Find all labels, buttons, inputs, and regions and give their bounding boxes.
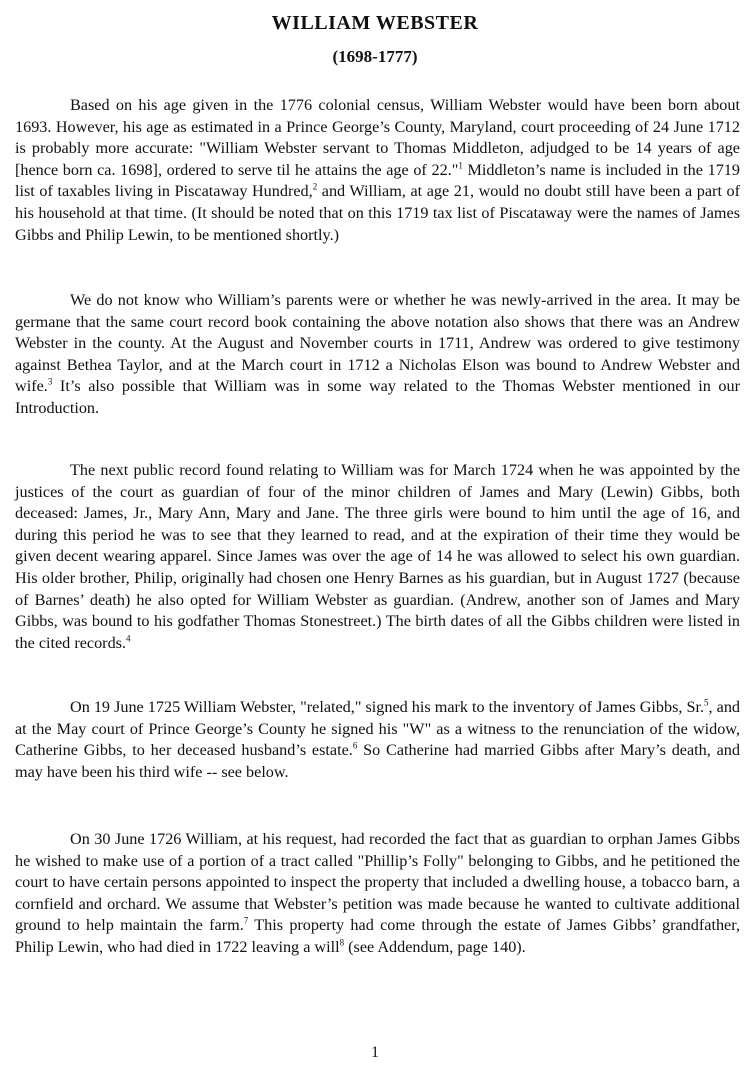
paragraph-text: Based on his age given in the 1776 colonial census, William Webster would have been born about 1693. However, his age as estimated in a Prince George’s County, Maryland, court proceeding of 24 June 1712 is probably more accurate: "William Webster servant to Thomas Middleton, adjudged to be 14 years of age [hence born ca. 1698], ordered to serve til he attains the age of 22." [15,96,740,179]
footnote-marker: 1 [458,160,463,171]
page-subtitle-dates: (1698-1777) [332,47,418,66]
paragraph-text: , and at the May court of Prince George’s County he signed his "W" as a witness to the renunciation of the widow, Catherine Gibbs, to her deceased husband’s estate. [15,698,741,760]
footnote-marker: 2 [312,181,318,192]
footnote-marker: 5 [704,697,709,708]
footnote-marker: 4 [126,633,131,644]
footnote-marker: 7 [243,915,249,926]
paragraph-text: It’s also possible that William was in some way related to the Thomas Webster mentioned in our Introduction. [15,377,740,417]
footnote-marker: 6 [352,740,358,751]
paragraph-2 [15,290,740,420]
paragraph-text: On 19 June 1725 William Webster, "related," signed his mark to the inventory of James Gibbs, Sr. [70,698,705,716]
paragraph-text: This property had come through the estate of James Gibbs’ grandfather, Philip Lewin, who had died in 1722 leaving a will [15,916,741,956]
paragraph-text: So Catherine had married Gibbs after Mary’s death, and may have been his third wife -- see below. [15,741,740,781]
footnote-marker: 3 [47,376,53,387]
paragraph-3 [15,460,740,654]
paragraph-text: We do not know who William’s parents were or whether he was newly-arrived in the area. It may be germane that the same court record book containing the above notation also shows that there was an Andrew Webster in the county. At the August and November courts in 1711, Andrew was ordered to give testimony against Bethea Taylor, and at the March court in 1712 a Nicholas Elson was bound to Andrew Webster and wife. [15,291,740,396]
paragraph-4 [15,697,740,783]
paragraph-1 [15,95,740,246]
paragraph-5 [15,829,740,959]
page-number: 1 [371,1044,379,1061]
paragraph-text: (see Addendum, page 140). [344,937,526,956]
page-title: WILLIAM WEBSTER [271,12,479,34]
paragraph-text: The next public record found relating to William was for March 1724 when he was appointed by the justices of the court as guardian of four of the minor children of James and Mary (Lewin) Gibbs, both deceased: James, Jr., Mary Ann, Mary and Jane. The three girls were bound to him until the age of 16, and during this period he was to see that they learned to read, and at the expiration of their time they would be given decent wearing apparel. Since James was over the age of 14 he was allowed to select his own guardian. His older brother, Philip, originally had chosen one Henry Barnes as his guardian, but in August 1727 (because of Barnes’ death) he also opted for William Webster as guardian. (Andrew, another son of James and Mary Gibbs, was bound to his godfather Thomas Stonestreet.) The birth dates of all the Gibbs children were listed in the cited records. [15,461,740,652]
footnote-marker: 8 [339,937,345,948]
paragraph-text: Middleton’s name is included in the 1719 list of taxables living in Piscataway Hundred, [15,160,740,201]
paragraph-text: On 30 June 1726 William, at his request, had recorded the fact that as guardian to orphan James Gibbs he wished to make use of a portion of a tract called "Phillip’s Folly" belonging to Gibbs, and he petitioned the court to have certain persons appointed to inspect the property that included a dwelling house, a tobacco barn, a cornfield and orchard. We assume that Webster’s petition was made because he wanted to cultivate additional ground to help maintain the farm. [15,830,740,935]
paragraph-text: and William, at age 21, would no doubt still have been a part of his household at that time. (It should be noted that on this 1719 tax list of Piscataway were the names of James Gibbs and Philip Lewin, to be mentioned shortly.) [15,182,741,244]
